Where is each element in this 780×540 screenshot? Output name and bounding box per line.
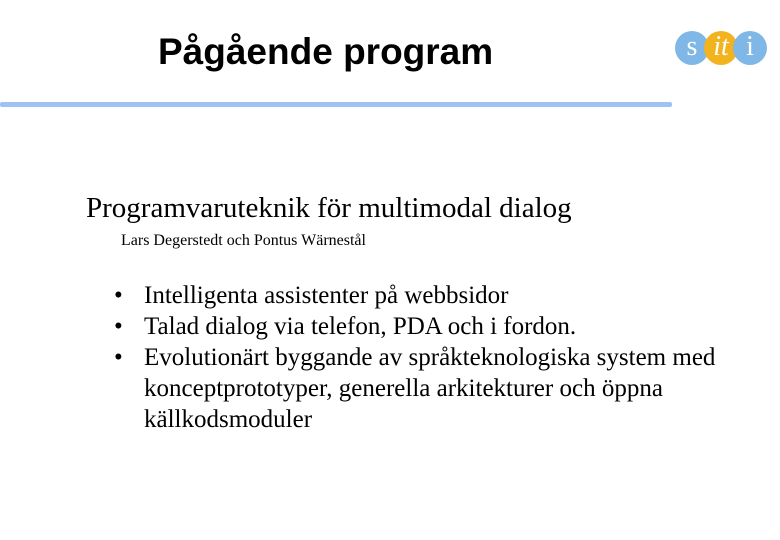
title-divider bbox=[0, 102, 672, 107]
logo-letter-i: i bbox=[746, 31, 754, 62]
authors: Lars Degerstedt och Pontus Wärnestål bbox=[121, 232, 366, 249]
bullet-text: Talad dialog via telefon, PDA och i fordon. bbox=[144, 313, 577, 340]
bullet-text: Evolutionärt byggande av språkteknologiska system med konceptprototyper, generella arkitekturer och öppna källkodsmoduler bbox=[144, 344, 716, 433]
bullet-item bbox=[114, 280, 754, 311]
logo-letter-it: it bbox=[713, 31, 729, 62]
bullet-item bbox=[114, 342, 754, 435]
program-heading: Programvaruteknik för multimodal dialog bbox=[86, 192, 572, 224]
logo-letter-s: s bbox=[686, 31, 698, 62]
bullet-text: Intelligenta assistenter på webbsidor bbox=[144, 282, 509, 309]
siti-logo bbox=[675, 27, 769, 71]
bullet-dot: • bbox=[114, 313, 123, 340]
bullet-dot: • bbox=[114, 282, 123, 309]
bullet-item bbox=[114, 311, 754, 342]
bullet-dot: • bbox=[114, 344, 123, 371]
slide-title: Pågående program bbox=[158, 31, 494, 72]
bullet-list bbox=[114, 280, 754, 435]
